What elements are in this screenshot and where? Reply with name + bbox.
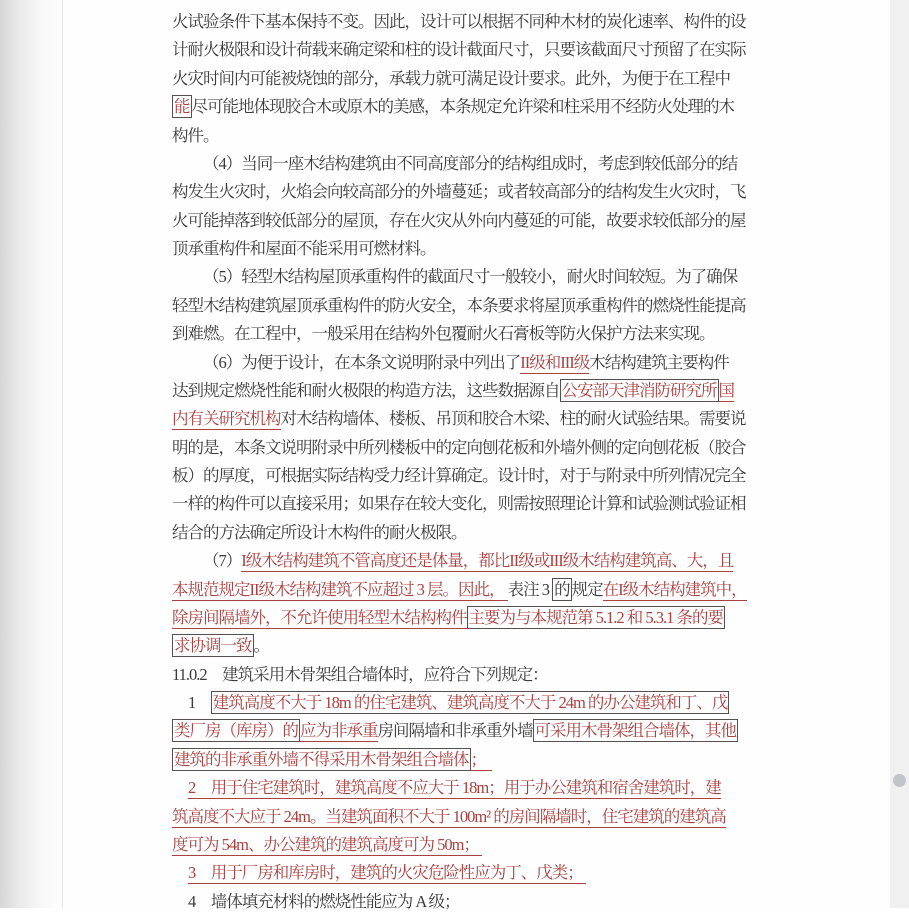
scrollbar-thumb[interactable] [893, 774, 906, 787]
text-line [172, 689, 890, 717]
boxed-text: 的 [554, 579, 570, 599]
text-line [172, 576, 890, 604]
body-text: 计耐火极限和设计荷载来确定梁和柱的设计截面尺寸，只要该截面尺寸预留了在实际 [172, 40, 746, 60]
text-line [172, 178, 890, 206]
text-line [172, 462, 890, 490]
text-line [172, 859, 890, 887]
body-text: （7） [203, 551, 242, 571]
inserted-revision-text: 除房间隔墙外，不允许使用轻型木结构构件 [172, 607, 467, 627]
text-line [172, 150, 890, 178]
body-text: 构件。 [172, 125, 219, 145]
text-line [172, 661, 890, 689]
body-text: （4）当同一座木结构建筑由不同高度部分的结构组成时，考虑到较低部分的结 [203, 153, 738, 173]
body-text: 到难燃。在工程中，一般采用在结构外包覆耐火石膏板等防火保护方法来实现。 [172, 324, 715, 344]
text-line [172, 93, 890, 121]
text-line [172, 774, 890, 802]
text-line [172, 717, 890, 745]
inserted-revision-text: 度可为 54m、办公建筑的建筑高度可为 50m； [172, 834, 483, 854]
text-line [172, 377, 890, 405]
inserted-revision-text: II级和III级 [520, 352, 590, 372]
boxed-revision-text: 能 [174, 97, 190, 117]
body-text: 火可能掉落到较低部分的屋顶，存在火灾从外向内蔓延的可能，故要求较低部分的屋 [172, 210, 746, 230]
body-text: 对木结构墙体、楼板、吊顶和胶合木梁、柱的耐火试验结果。需要说 [280, 409, 746, 429]
text-line [172, 519, 890, 547]
body-text: 11.0.2 建筑采用木骨架组合墙体时，应符合下列规定： [172, 664, 548, 684]
text-line [172, 292, 890, 320]
inserted-revision-text: 本规范规定II级木结构建筑不应超过 3 层。因此， [172, 579, 508, 599]
body-text: 木结构建筑主要构件 [589, 352, 729, 372]
body-text: 构发生火灾时，火焰会向较高部分的外墙蔓延；或者较高部分的结构发生火灾时，飞 [172, 182, 746, 202]
text-line [172, 803, 890, 831]
body-text: 一样的构件可以直接采用；如果存在较大变化，则需按照理论计算和试验测试验证相 [172, 494, 746, 514]
body-text: 达到规定燃烧性能和耐火极限的构造方法，这些数据源自 [172, 380, 560, 400]
body-text: 尽可能地体现胶合木或原木的美感，本条规定允许梁和柱采用不经防火处理的木 [191, 97, 734, 117]
text-line [172, 235, 890, 263]
inserted-revision-text: 国 [718, 380, 734, 400]
text-line [172, 434, 890, 462]
text-line [172, 263, 890, 291]
body-text: （6）为便于设计，在本条文说明附录中列出了 [203, 352, 521, 372]
body-text: 顶承重构件和屋面不能采用可燃材料。 [172, 239, 436, 258]
inserted-revision-text: 筑高度不大应于 24m。当建筑面积不大于 100m² 的房间隔墙时，住宅建筑的建筑高 [172, 806, 726, 826]
text-line [172, 122, 890, 150]
document-page [63, 0, 890, 911]
body-text: 表注 3 [507, 579, 553, 599]
inserted-revision-text: 在I级木结构建筑中， [602, 579, 747, 599]
boxed-revision-text: 可采用木骨架组合墙体，其他 [534, 721, 736, 741]
text-line [172, 405, 890, 433]
page-left-shadow [0, 0, 63, 908]
boxed-revision-text: 公安部天津消防研究所 [561, 380, 717, 400]
body-text: 规定 [571, 579, 603, 599]
body-text: 4 墙体填充材料的燃烧性能应为 A 级； [188, 891, 460, 911]
body-text: 房间隔墙和非承重外墙 [377, 721, 533, 741]
text-line [172, 207, 890, 235]
boxed-revision-text: 建筑的非承重外墙不得采用木骨架组合墙体 [174, 749, 469, 769]
body-text: 1 [188, 693, 211, 712]
text-line [172, 831, 890, 859]
inserted-revision-text: 内有关研究机构 [172, 409, 281, 429]
text-line [172, 746, 890, 774]
text-line [172, 320, 890, 348]
body-text: 轻型木结构建筑屋顶承重构件的防火安全，本条要求将屋顶承重构件的燃烧性能提高 [172, 295, 746, 315]
text-line [172, 36, 890, 64]
text-line [172, 490, 890, 518]
boxed-revision-text: 求协调一致 [174, 636, 252, 656]
inserted-revision-text: I级木结构建筑不管高度还是体量，都比II级或III级木结构建筑高、大，且 [241, 551, 734, 571]
boxed-revision-text: 建筑高度不大于 18m 的住宅建筑、建筑高度不大于 24m 的办公建筑和丁、戊 [212, 693, 728, 712]
body-text: 火试验条件下基本保持不变。因此，设计可以根据不同种木材的炭化速率、构件的设 [172, 12, 746, 31]
body-text: 。 [253, 636, 269, 656]
boxed-revision-text: 主要为与本规范第 5.1.2 和 5.3.1 条的要 [468, 607, 723, 627]
inserted-revision-text: ； [470, 749, 493, 769]
body-text: （5）轻型木结构屋顶承重构件的截面尺寸一般较小，耐火时间较短。为了确保 [203, 267, 738, 287]
document-text [63, 0, 890, 911]
text-line [172, 632, 890, 660]
text-line [172, 547, 890, 575]
inserted-revision-text: 2 用于住宅建筑时，建筑高度不应大于 18m；用于办公建筑和宿舍建筑时，建 [188, 778, 721, 798]
body-text: 板）的厚度，可根据实际结构受力经计算确定。设计时，对于与附录中所列情况完全 [172, 466, 746, 485]
body-text: 明的是，本条文说明附录中所列楼板中的定向刨花板和外墙外侧的定向刨花板（胶合 [172, 437, 746, 457]
text-line [172, 604, 890, 632]
text-line [172, 349, 890, 377]
inserted-revision-text: 应为非承重 [300, 721, 378, 741]
text-line [172, 8, 890, 36]
text-line [172, 65, 890, 93]
body-text: 结合的方法确定所设计木构件的耐火极限。 [172, 522, 467, 542]
boxed-revision-text: 类厂房（库房）的 [174, 721, 298, 741]
inserted-revision-text: 3 用于厂房和库房时，建筑的火灾危险性应为丁、戊类； [188, 863, 586, 883]
scrollbar-track[interactable] [890, 0, 909, 908]
text-line [172, 888, 890, 916]
body-text: 火灾时间内可能被烧蚀的部分，承载力就可满足设计要求。此外，为便于在工程中 [172, 68, 730, 88]
